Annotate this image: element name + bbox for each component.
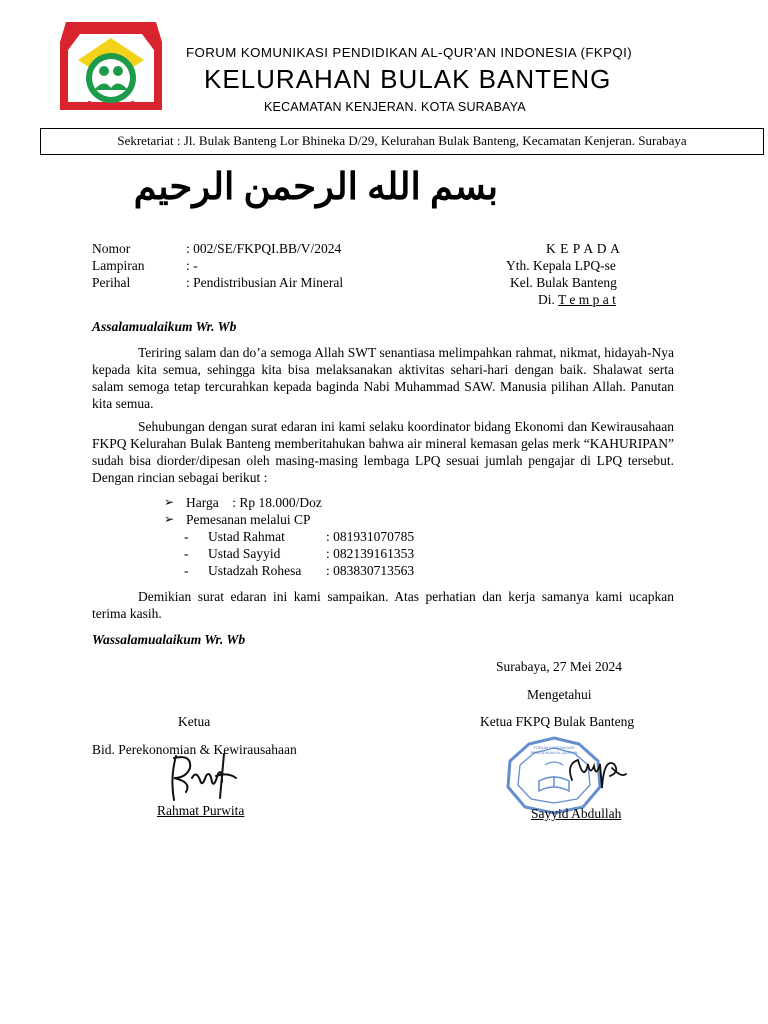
contact-phone: : 081931070785	[326, 529, 415, 544]
contact-name: Ustadzah Rohesa	[208, 563, 302, 578]
contact-phone: : 082139161353	[326, 546, 415, 561]
header-kelurahan: KELURAHAN BULAK BANTENG	[204, 64, 612, 94]
paragraph-opening: Teriring salam dan do’a semoga Allah SWT senantiasa melimpahkan rahmat, nikmat, hidayah-Nya kepada kita semua, sehingga kita bisa melaksanakan aktivitas sehari-hari dengan baik. Shalawat serta salam semoga tetap tercurahkan kepada baginda Nabi Muhammad SAW. Manusia pilihan Allah. Panutan kita semua.	[92, 345, 674, 411]
contact-row	[184, 562, 414, 579]
addressee-tempat: T e m p a t	[558, 292, 616, 307]
bullet-arrow-icon: ➢	[164, 495, 175, 509]
perihal-value: : Pendistribusian Air Mineral	[186, 275, 344, 290]
contact-row	[184, 528, 414, 545]
left-signer-title: Ketua	[178, 714, 211, 729]
bismillah-calligraphy: بسم الله الرحمن الرحيم	[133, 167, 498, 208]
contact-dash: -	[184, 529, 189, 544]
list-item-pemesanan	[164, 511, 310, 528]
contact-dash: -	[184, 546, 189, 561]
place-date: Surabaya, 27 Mei 2024	[496, 659, 622, 674]
addressee-line2: Kel. Bulak Banteng	[510, 275, 617, 290]
lampiran-value: : -	[186, 258, 198, 273]
stamp-text: FORUM KOMUNIKASI PENDIDIKAN AL-QUR'AN	[530, 745, 578, 755]
lampiran-label: Lampiran	[92, 258, 145, 273]
secretariat-address: Sekretariat : Jl. Bulak Banteng Lor Bhineka D/29, Kelurahan Bulak Banteng, Kecamatan Kenjeran. Surabaya	[117, 133, 687, 148]
pemesanan-text: Pemesanan melalui CP	[186, 512, 311, 527]
nomor-value: : 002/SE/FKPQI.BB/V/2024	[186, 241, 342, 256]
harga-text: Harga : Rp 18.000/Doz	[186, 495, 322, 510]
nomor-label: Nomor	[92, 241, 131, 256]
contact-list	[184, 528, 414, 579]
farewell: Wassalamualaikum Wr. Wb	[92, 632, 246, 647]
contact-dash: -	[184, 563, 189, 578]
right-signer-name: Sayyid Abdullah	[531, 806, 622, 821]
bullet-arrow-icon: ➢	[164, 512, 175, 526]
left-signer-subtitle: Bid. Perekonomian & Kewirausahaan	[92, 742, 297, 757]
header-forum: FORUM KOMUNIKASI PENDIDIKAN AL-QUR’AN INDONESIA (FKPQI)	[186, 45, 633, 60]
contact-name: Ustad Sayyid	[208, 546, 281, 561]
contact-row	[184, 545, 414, 562]
addressee-kepada: K E P A D A	[546, 241, 621, 256]
fkpqi-logo	[58, 20, 164, 116]
list-item-harga	[164, 494, 322, 511]
right-signature	[562, 752, 628, 794]
addressee-di-label: Di.	[538, 292, 555, 307]
mengetahui: Mengetahui	[527, 687, 592, 702]
paragraph-closing: Demikian surat edaran ini kami sampaikan. Atas perhatian dan kerja samanya kami ucapkan terima kasih.	[92, 589, 674, 621]
header-kecamatan: KECAMATAN KENJERAN. KOTA SURABAYA	[264, 100, 526, 114]
perihal-label: Perihal	[92, 275, 131, 290]
left-signature	[162, 748, 244, 808]
left-signer-name: Rahmat Purwita	[157, 803, 245, 818]
contact-phone: : 083830713563	[326, 563, 415, 578]
addressee-di	[538, 291, 616, 308]
right-signer-title: Ketua FKPQ Bulak Banteng	[480, 714, 635, 729]
greeting: Assalamualaikum Wr. Wb	[92, 319, 237, 334]
addressee-line1: Yth. Kepala LPQ-se	[506, 258, 616, 273]
paragraph-announcement: Sehubungan dengan surat edaran ini kami selaku koordinator bidang Ekonomi dan Kewirausahaan FKPQ Kelurahan Bulak Banteng memberitahukan bahwa air mineral kemasan gelas merk “KAHURIPAN” sudah bisa diorder/dipesan oleh masing-masing lembaga LPQ sesuai jumlah pengajar di LPQ tersebut. Dengan rincian sebagai berikut :	[92, 419, 674, 485]
contact-name: Ustad Rahmat	[208, 529, 285, 544]
